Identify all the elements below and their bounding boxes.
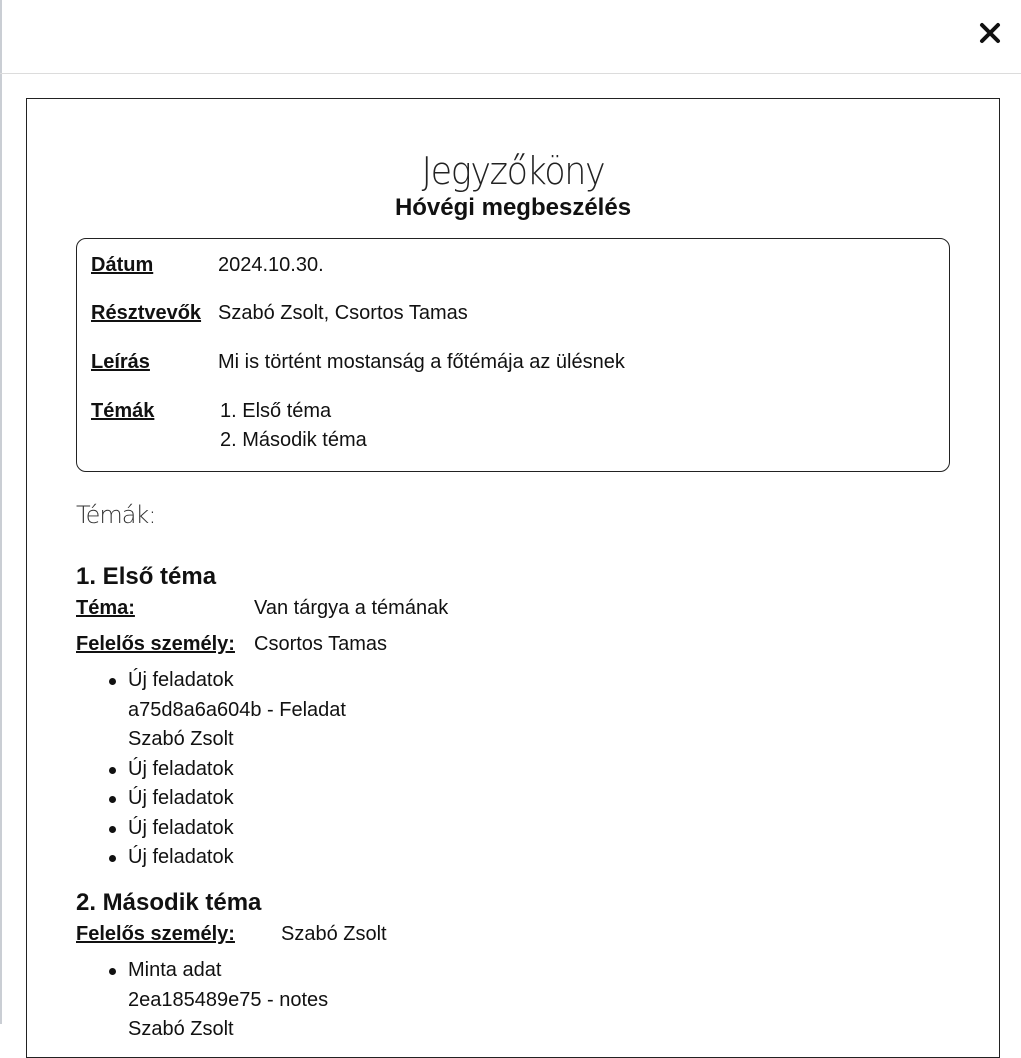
topic-2-items (128, 956, 328, 1045)
close-icon (979, 22, 1001, 44)
topics-list-item: 2. Második téma (220, 429, 367, 451)
document-subtitle: Hóvégi megbeszélés (394, 194, 632, 221)
item-title: Új feladatok (128, 757, 234, 780)
info-box (76, 238, 950, 472)
list-item (128, 755, 346, 785)
topics-list (220, 400, 367, 458)
topic-1-title: 1. Első téma (76, 563, 217, 590)
item-title: Minta adat (128, 959, 222, 981)
topic-2-title: 2. Második téma (76, 889, 262, 916)
window-edge (0, 0, 2, 1024)
item-title: Új feladatok (128, 787, 234, 809)
document-frame (26, 98, 1000, 1058)
topics-label: Témák (91, 400, 155, 422)
close-button[interactable] (973, 16, 1007, 50)
item-id-line: 2ea185489e75 - notes (128, 988, 329, 1011)
item-title: Új feladatok (128, 669, 234, 691)
topic-1-owner-label: Felelős személy: (76, 633, 235, 655)
item-title: Új feladatok (128, 816, 234, 839)
participants-label: Résztvevők (91, 302, 202, 324)
topic-1-owner-value: Csortos Tamas (254, 633, 388, 655)
list-item (128, 814, 346, 844)
topic-2-owner-value: Szabó Zsolt (281, 923, 387, 945)
date-value: 2024.10.30. (218, 254, 324, 276)
topic-1-items (128, 666, 346, 873)
modal-header (0, 0, 1021, 74)
item-id-line: a75d8a6a604b - Feladat (128, 698, 346, 721)
item-title: Új feladatok (128, 846, 234, 868)
topics-list-item: 1. Első téma (220, 400, 332, 422)
date-label: Dátum (91, 254, 154, 276)
list-item (128, 843, 346, 873)
topic-1-subject-label: Téma: (76, 597, 135, 619)
topic-1-subject-value: Van tárgya a témának (254, 597, 449, 619)
description-label: Leírás (91, 351, 150, 373)
document-title: Jegyzőköny (421, 149, 605, 193)
participants-value: Szabó Zsolt, Csortos Tamas (218, 302, 468, 324)
topic-2-owner-label: Felelős személy: (76, 923, 235, 945)
item-person: Szabó Zsolt (128, 1018, 234, 1040)
list-item (128, 666, 346, 755)
description-value: Mi is történt mostanság a főtémája az ülésnek (218, 351, 625, 373)
topics-heading: Témák: (76, 501, 156, 529)
item-person: Szabó Zsolt (128, 728, 234, 750)
list-item (128, 784, 346, 814)
list-item (128, 956, 328, 1045)
